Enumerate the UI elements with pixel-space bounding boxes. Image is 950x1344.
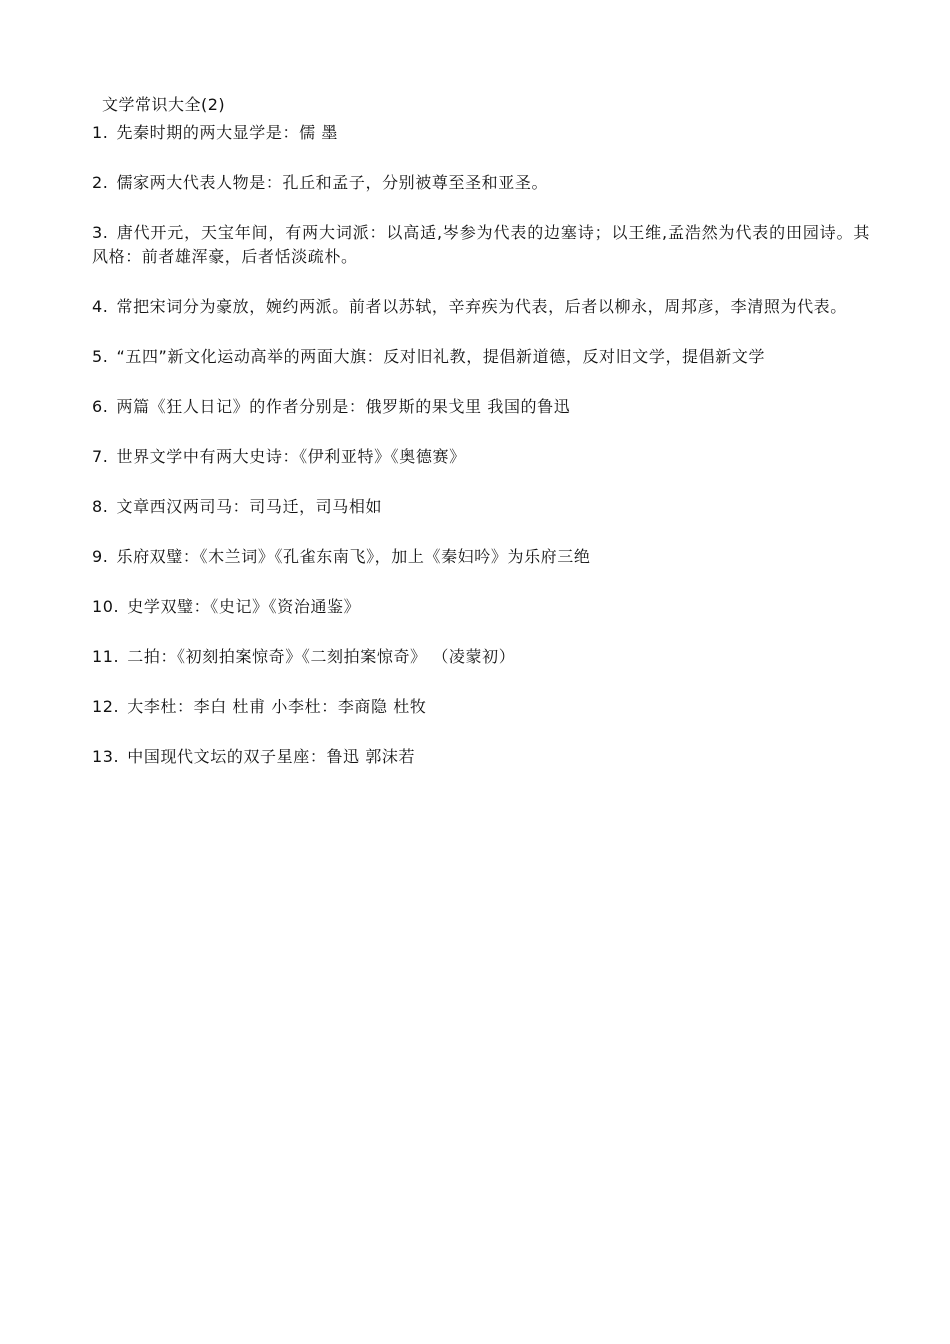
item-text: 文章西汉两司马：司马迁，司马相如: [116, 497, 383, 516]
document-page: [92, 93, 870, 795]
list-item: [92, 645, 870, 669]
item-text: 乐府双璧：《木兰词》《孔雀东南飞》，加上《秦妇吟》为乐府三绝: [116, 547, 591, 566]
item-number: 7.: [92, 447, 109, 466]
item-number: 9.: [92, 547, 109, 566]
list-item: [92, 295, 870, 319]
list-item: [92, 395, 870, 419]
list-item: [92, 221, 870, 269]
list-item: [92, 545, 870, 569]
item-number: 3.: [92, 223, 109, 242]
list-item: [92, 495, 870, 519]
list-item: [92, 445, 870, 469]
item-text: 大李杜：李白 杜甫 小李杜：李商隐 杜牧: [127, 697, 427, 716]
item-text: 中国现代文坛的双子星座：鲁迅 郭沫若: [127, 747, 416, 766]
list-item: [92, 121, 870, 145]
item-text: 先秦时期的两大显学是：儒 墨: [116, 123, 338, 142]
list-item: [92, 171, 870, 195]
list-item: [92, 345, 870, 369]
item-number: 10.: [92, 597, 120, 616]
item-text: 两篇《狂人日记》的作者分别是：俄罗斯的果戈里 我国的鲁迅: [116, 397, 571, 416]
item-number: 11.: [92, 647, 120, 666]
item-number: 5.: [92, 347, 109, 366]
list-item: [92, 595, 870, 619]
item-text: 二拍：《初刻拍案惊奇》《二刻拍案惊奇》 （凌蒙初）: [127, 647, 516, 666]
item-number: 4.: [92, 297, 109, 316]
item-number: 6.: [92, 397, 109, 416]
item-text: 唐代开元，天宝年间，有两大词派：以高适,岑参为代表的边塞诗；以王维,孟浩然为代表的田园诗。其风格：前者雄浑豪，后者恬淡疏朴。: [92, 223, 870, 266]
item-text: 世界文学中有两大史诗：《伊利亚特》《奥德赛》: [116, 447, 466, 466]
item-number: 2.: [92, 173, 109, 192]
document-title: 文学常识大全(2): [102, 95, 226, 114]
item-number: 8.: [92, 497, 109, 516]
item-number: 12.: [92, 697, 120, 716]
list-item: [92, 745, 870, 769]
item-text: 常把宋词分为豪放，婉约两派。前者以苏轼，辛弃疾为代表，后者以柳永，周邦彦，李清照为代表。: [116, 297, 847, 316]
item-number: 1.: [92, 123, 109, 142]
item-number: 13.: [92, 747, 120, 766]
item-text: 史学双璧：《史记》《资治通鉴》: [127, 597, 361, 616]
item-text: 儒家两大代表人物是：孔丘和孟子，分别被尊至圣和亚圣。: [116, 173, 549, 192]
item-text: “五四”新文化运动高举的两面大旗：反对旧礼教，提倡新道德，反对旧文学，提倡新文学: [116, 347, 766, 366]
list-item: [92, 695, 870, 719]
